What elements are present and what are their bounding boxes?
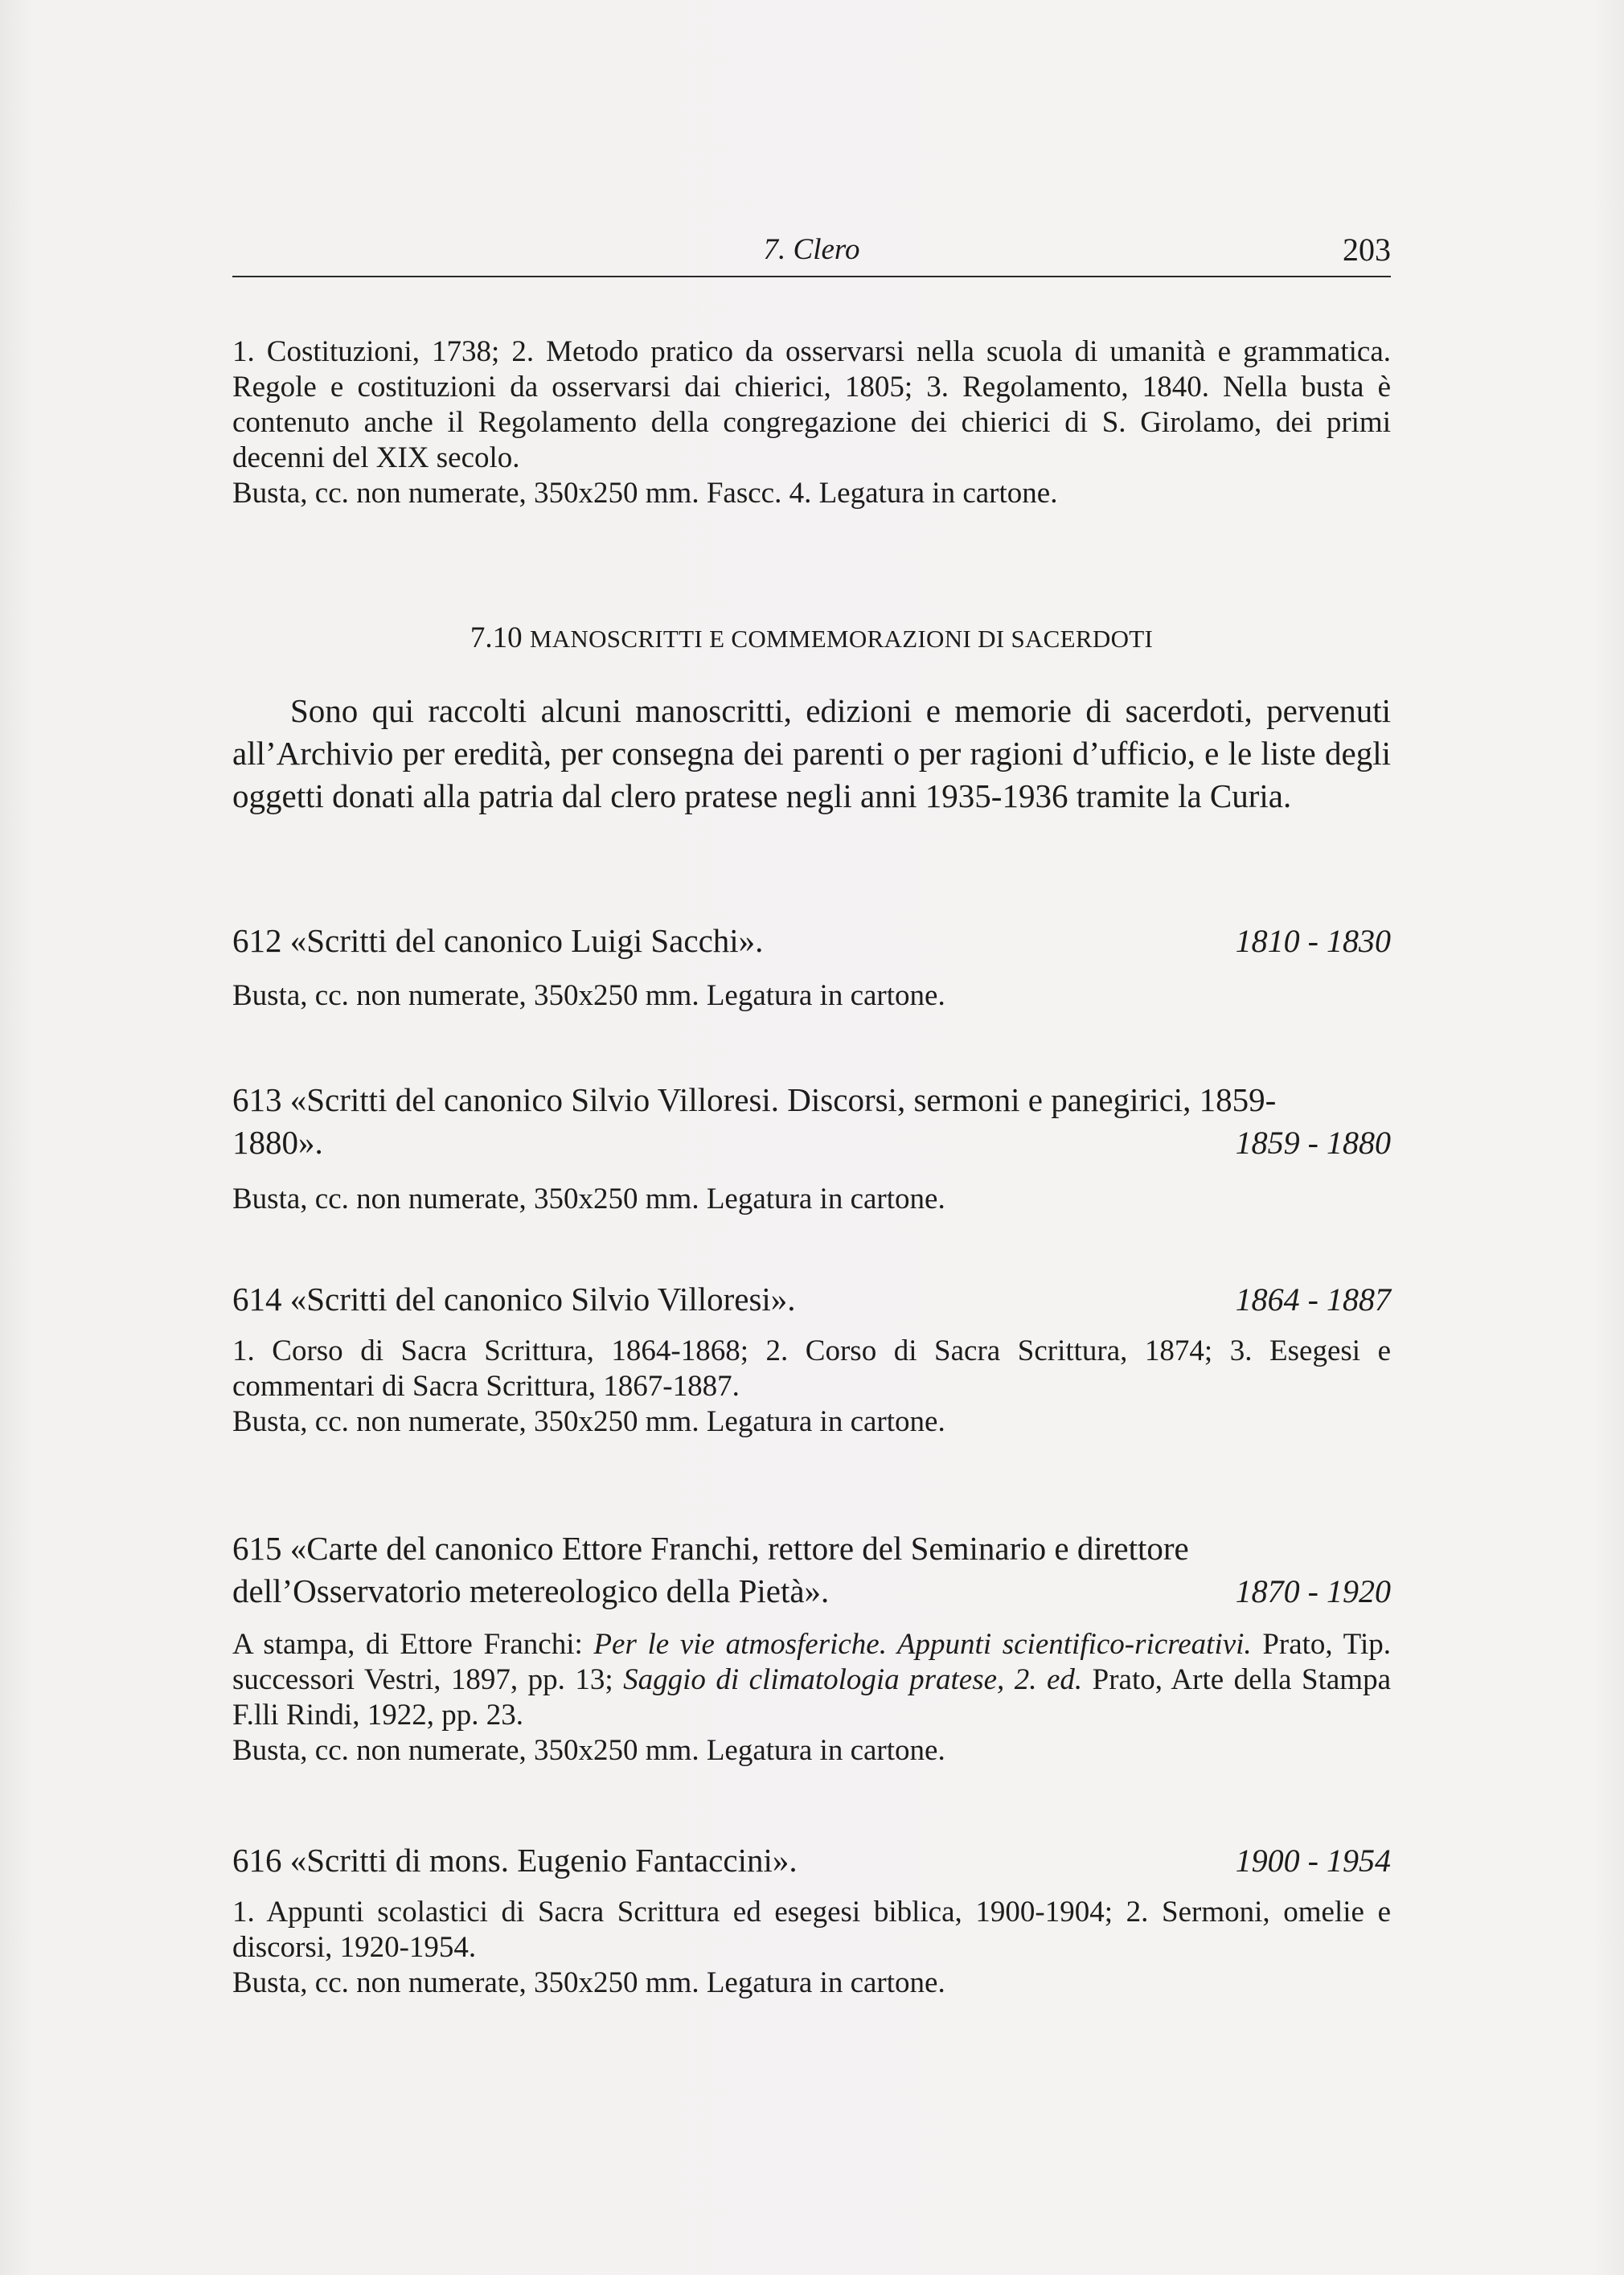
entry-title-line-1: 615 «Carte del canonico Ettore Franchi, rettore del Seminario e direttore: [232, 1530, 1189, 1567]
entry-physical: Busta, cc. non numerate, 350x250 mm. Legatura in cartone.: [232, 1966, 945, 1999]
entry-title-row: [232, 1570, 1391, 1613]
entry-physical: Busta, cc. non numerate, 350x250 mm. Legatura in cartone.: [232, 1734, 945, 1767]
entry-title-line-2: dell’Osservatorio metereologico della Pietà».: [232, 1572, 830, 1609]
previous-entry-physical: Busta, cc. non numerate, 350x250 mm. Fascc. 4. Legatura in cartone.: [232, 477, 1058, 510]
entry-613: [232, 1079, 1391, 1217]
entry-contents-text: A stampa, di Ettore Franchi:: [232, 1628, 594, 1661]
entry-dates: 1810 - 1830: [1235, 923, 1391, 959]
previous-entry-contents: 1. Costituzioni, 1738; 2. Metodo pratico da osservarsi nella scuola di umanità e grammatica. Regole e costituzioni da osservarsi dai chierici, 1805; 3. Regolamento, 1840. Nella busta è contenuto anche il Regolamento della congregazione dei chierici di S. Girolamo, dei primi decenni del XIX secolo.: [232, 335, 1391, 474]
entry-contents-text: Prato, Tip. successori Vestri, 1897, pp. 13;: [232, 1628, 1391, 1696]
entry-title-row: [232, 1839, 1391, 1882]
entry-physical: Busta, cc. non numerate, 350x250 mm. Legatura in cartone.: [232, 1405, 945, 1438]
entry-dates: 1864 - 1887: [1235, 1281, 1391, 1318]
entry-title-row: [232, 1278, 1391, 1321]
entry-title-line-1: 613 «Scritti del canonico Silvio Villoresi. Discorsi, sermoni e panegirici, 1859-: [232, 1081, 1277, 1118]
entry-616: [232, 1839, 1391, 2001]
entry-physical: Busta, cc. non numerate, 350x250 mm. Legatura in cartone.: [232, 1183, 945, 1215]
entry-614: [232, 1278, 1391, 1440]
entry-physical: Busta, cc. non numerate, 350x250 mm. Legatura in cartone.: [232, 979, 945, 1012]
section-heading: [232, 621, 1391, 655]
entry-dates: 1859 - 1880: [1235, 1125, 1391, 1161]
entry-title-line-2: 1880».: [232, 1124, 323, 1161]
entry-contents: 1. Appunti scolastici di Sacra Scrittura ed esegesi biblica, 1900-1904; 2. Sermoni, omelie e discorsi, 1920-1954.: [232, 1896, 1391, 1964]
section-title: MANOSCRITTI E COMMEMORAZIONI DI SACERDOTI: [529, 625, 1154, 653]
entry-615: [232, 1527, 1391, 1769]
entry-contents-work-title: Saggio di climatologia pratese, 2. ed.: [623, 1663, 1083, 1696]
entry-title: 612 «Scritti del canonico Luigi Sacchi».: [232, 922, 764, 959]
entry-612: [232, 920, 1391, 1014]
running-title: 7. Clero: [763, 233, 860, 266]
page-number: 203: [1343, 232, 1391, 268]
previous-entry-continuation: [232, 334, 1391, 511]
section-number: 7.10: [470, 621, 523, 654]
entry-dates: 1870 - 1920: [1235, 1573, 1391, 1609]
entry-title: 616 «Scritti di mons. Eugenio Fantaccini».: [232, 1842, 798, 1879]
running-header: [232, 231, 1391, 277]
entry-contents-text: Prato, Arte della Stampa F.lli Rindi, 1922, pp. 23.: [232, 1663, 1391, 1732]
section-intro: Sono qui raccolti alcuni manoscritti, edizioni e memorie di sacerdoti, pervenuti all’Archivio per eredità, per consegna dei parenti o per ragioni d’ufficio, e le liste degli oggetti donati alla patria dal clero pratese negli anni 1935-1936 tramite la Curia.: [232, 692, 1391, 814]
entry-dates: 1900 - 1954: [1235, 1843, 1391, 1879]
entry-contents-work-title: Per le vie atmosferiche. Appunti scientifico-ricreativi.: [593, 1628, 1252, 1661]
entry-contents: 1. Corso di Sacra Scrittura, 1864-1868; 2. Corso di Sacra Scrittura, 1874; 3. Esegesi e commentari di Sacra Scrittura, 1867-1887.: [232, 1334, 1391, 1403]
entry-title-row: [232, 920, 1391, 962]
entry-contents: [232, 1627, 1391, 1733]
entry-title-row: [232, 1121, 1391, 1164]
entry-title: 614 «Scritti del canonico Silvio Villoresi».: [232, 1281, 796, 1318]
